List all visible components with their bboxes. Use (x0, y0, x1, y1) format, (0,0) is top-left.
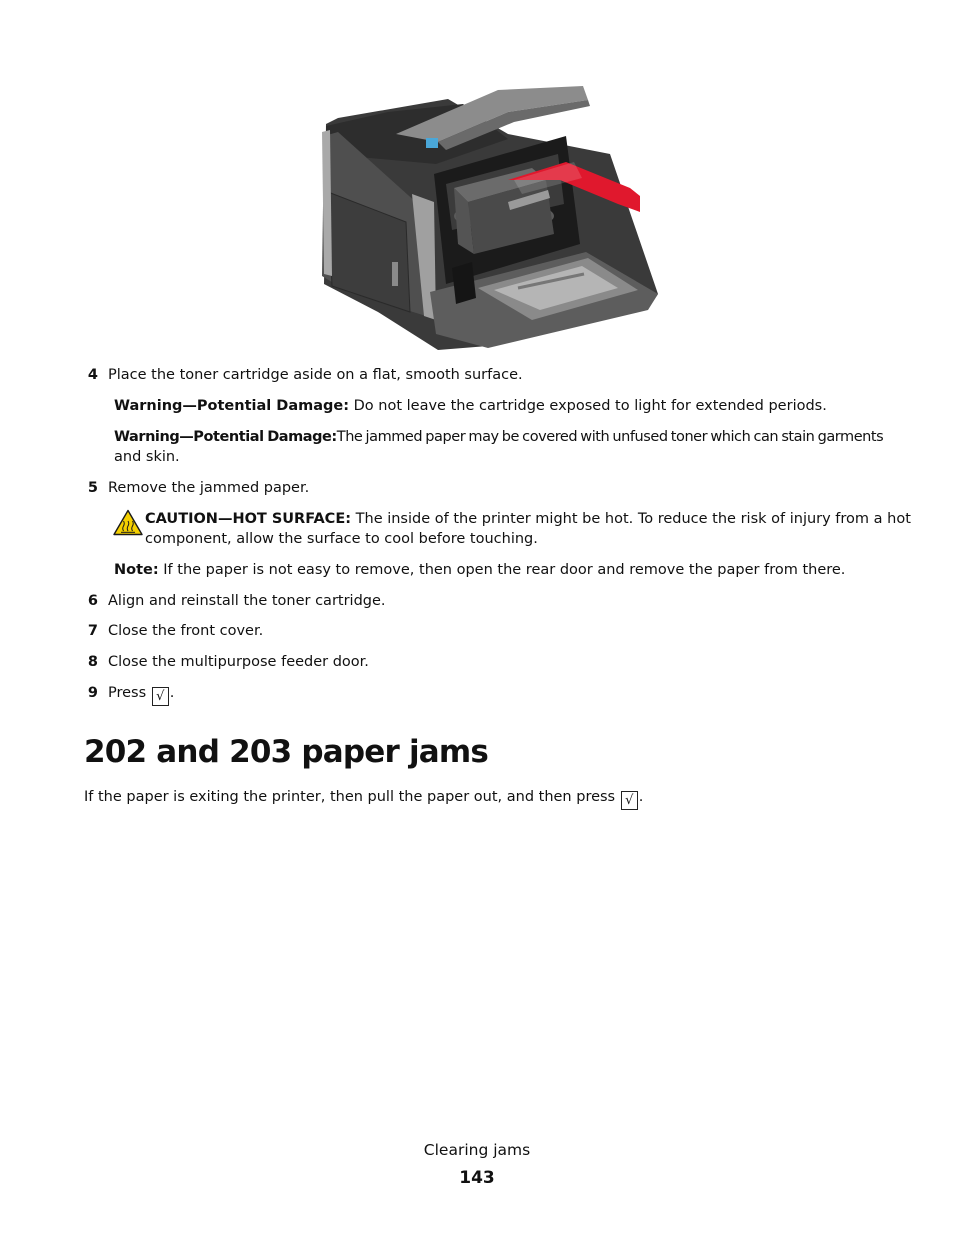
step-9-label: Press (108, 685, 147, 701)
page-number: 143 (459, 1168, 495, 1188)
caution-line-1 (145, 509, 911, 529)
note (114, 560, 845, 580)
printer-illustration (318, 84, 660, 352)
note-text: If the paper is not easy to remove, then open the rear door and remove the paper from there. (163, 562, 846, 578)
select-key-icon: √ (152, 687, 169, 706)
hot-surface-warning-icon (113, 509, 143, 536)
caution-text-line1: The inside of the printer might be hot. To reduce the risk of injury from a hot (355, 511, 911, 527)
select-key-icon: √ (621, 791, 638, 810)
step-7-number: 7 (87, 623, 98, 639)
step-4-text: Place the toner cartridge aside on a flat, smooth surface. (108, 367, 523, 383)
warning-2-text-line1: The jammed paper may be covered with unfused toner which can stain garments (336, 429, 884, 445)
warning-2 (114, 427, 883, 447)
step-5-number: 5 (87, 480, 98, 496)
step-9-after: . (169, 685, 175, 701)
caution-label: CAUTION—HOT SURFACE: (145, 511, 352, 527)
step-8-number: 8 (87, 654, 98, 670)
warning-2-text-line2: and skin. (114, 449, 180, 465)
section-text (84, 787, 643, 810)
warning-1-label: Warning—Potential Damage: (114, 398, 350, 414)
step-8-text: Close the multipurpose feeder door. (108, 654, 369, 670)
note-label: Note: (114, 562, 159, 578)
section-heading: 202 and 203 paper jams (84, 734, 489, 770)
section-text-body: If the paper is exiting the printer, then pull the paper out, and then press (84, 789, 616, 805)
step-4-number: 4 (87, 367, 98, 383)
step-9-text (108, 683, 174, 706)
caution-text-line2: component, allow the surface to cool before touching. (145, 531, 538, 547)
step-7-text: Close the front cover. (108, 623, 264, 639)
step-6-number: 6 (87, 593, 98, 609)
warning-1-text: Do not leave the cartridge exposed to light for extended periods. (353, 398, 827, 414)
step-9-number: 9 (87, 685, 98, 701)
warning-1 (114, 396, 827, 416)
step-5-text: Remove the jammed paper. (108, 480, 310, 496)
step-6-text: Align and reinstall the toner cartridge. (108, 593, 386, 609)
footer-section-title: Clearing jams (423, 1141, 531, 1159)
warning-2-label: Warning—Potential Damage: (114, 429, 337, 445)
section-text-after: . (638, 789, 644, 805)
